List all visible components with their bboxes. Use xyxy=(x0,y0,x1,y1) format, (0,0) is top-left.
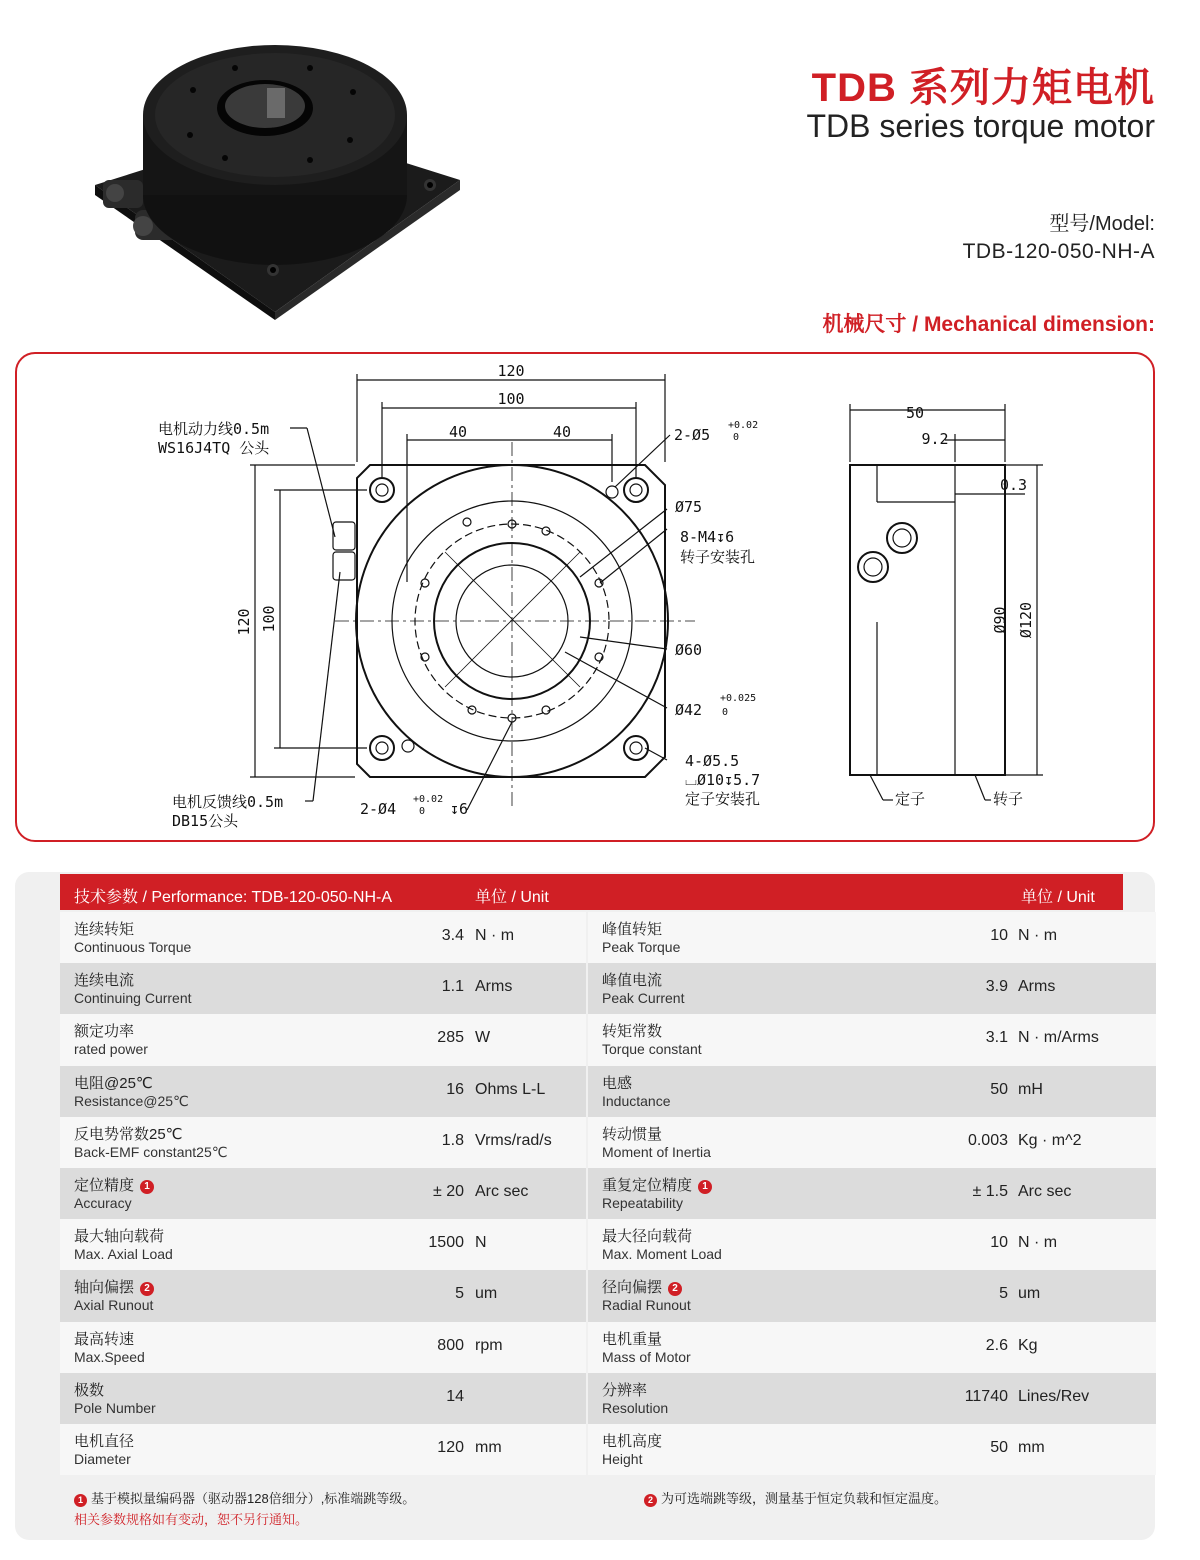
param-name-cn: 峰值电流 xyxy=(602,972,663,990)
param-name-en: Max. Axial Load xyxy=(74,1246,173,1263)
model-label: 型号/Model: xyxy=(1049,213,1155,235)
param-name-cn: 电感 xyxy=(602,1074,633,1092)
param-name-en: Diameter xyxy=(74,1450,131,1467)
hole-2x5-tol-lower: 0 xyxy=(733,432,740,443)
param-value: 3.1 xyxy=(985,1029,1008,1047)
power-cable-label-2: WS16J4TQ 公头 xyxy=(158,439,270,457)
param-cell-left xyxy=(60,1168,586,1219)
dim-120-top: 120 xyxy=(497,362,525,380)
param-cell-left xyxy=(60,1322,586,1373)
param-cell-right xyxy=(588,963,1156,1014)
param-name-cn: 转动惯量 xyxy=(602,1125,663,1143)
param-value: 11740 xyxy=(964,1387,1008,1405)
param-name-en: Resistance@25℃ xyxy=(74,1092,189,1109)
table-row xyxy=(60,1014,1156,1065)
side-d90-label: Ø90 xyxy=(991,606,1009,634)
dim-100-left: 100 xyxy=(260,605,278,633)
param-cell-left xyxy=(60,963,586,1014)
side-50-label: 50 xyxy=(905,404,925,422)
param-value: 10 xyxy=(990,1234,1008,1252)
m4-label: 8-M4↧6 xyxy=(680,528,735,546)
param-unit: Arc sec xyxy=(475,1182,529,1200)
param-name-en: Height xyxy=(602,1450,643,1467)
param-unit: Kg xyxy=(1018,1336,1038,1354)
param-unit: Vrms/rad/s xyxy=(475,1131,552,1149)
param-cell-left xyxy=(60,1373,586,1424)
d42-tol-upper: +0.025 xyxy=(720,693,757,704)
d75-label: Ø75 xyxy=(675,498,703,516)
param-value: 2.6 xyxy=(985,1336,1008,1354)
param-value: 800 xyxy=(437,1336,464,1354)
table-row xyxy=(60,1373,1156,1424)
param-cell-right xyxy=(588,1219,1156,1270)
param-name-en: Inductance xyxy=(602,1092,671,1109)
footnote-1-badge: 1 xyxy=(74,1494,87,1507)
stator-hole-label-1: 4-Ø5.5 xyxy=(685,752,740,770)
param-unit: N · m xyxy=(1018,1234,1058,1252)
side-9-2-label: 9.2 xyxy=(921,430,949,448)
param-unit: mm xyxy=(475,1438,502,1456)
param-name-en: Back-EMF constant25℃ xyxy=(74,1143,228,1160)
page-subtitle: TDB series torque motor xyxy=(806,108,1155,144)
hole-2x5-tol-upper: +0.02 xyxy=(728,420,759,431)
param-name-en: Accuracy xyxy=(74,1194,132,1211)
pin-hole-tol-upper: +0.02 xyxy=(413,794,444,805)
param-unit: Kg · m^2 xyxy=(1018,1131,1082,1149)
param-value: 5 xyxy=(455,1285,464,1303)
d42-tol-lower: 0 xyxy=(722,707,729,718)
param-value: 120 xyxy=(437,1438,464,1456)
pin-hole-tol-lower: 0 xyxy=(419,806,426,817)
unit-header-right: 单位 / Unit xyxy=(1021,889,1095,906)
table-row xyxy=(60,1322,1156,1373)
param-name-cn: 额定功率 xyxy=(74,1023,135,1041)
param-unit: N · m/Arms xyxy=(1018,1029,1099,1047)
param-unit: mH xyxy=(1018,1080,1043,1098)
param-name-cn: 分辨率 xyxy=(602,1381,648,1399)
param-name-cn: 最大径向载荷 xyxy=(602,1228,693,1246)
param-name-en: Peak Torque xyxy=(602,939,681,955)
stator-hole-label-2: ⌴Ø10↧5.7 xyxy=(685,771,761,789)
side-0-3-label: 0.3 xyxy=(1000,476,1028,494)
footnote-2-text: 为可选端跳等级，测量基于恒定负载和恒定温度。 xyxy=(661,1491,948,1506)
unit-header-left: 单位 / Unit xyxy=(475,889,549,906)
param-cell-left xyxy=(60,1066,586,1117)
param-unit: Arms xyxy=(1018,978,1056,996)
feedback-cable-label-2: DB15公头 xyxy=(172,812,239,830)
param-name-cn: 转矩常数 xyxy=(602,1023,663,1041)
param-cell-right xyxy=(588,1117,1156,1168)
table-row xyxy=(60,1168,1156,1219)
performance-header xyxy=(60,874,1123,910)
table-row xyxy=(60,1117,1156,1168)
param-value: 1.1 xyxy=(441,978,464,996)
param-cell-left xyxy=(60,1270,586,1321)
param-value: 10 xyxy=(990,927,1008,944)
param-unit: rpm xyxy=(475,1336,503,1354)
param-cell-left xyxy=(60,912,586,963)
param-value: 50 xyxy=(990,1438,1008,1456)
table-row xyxy=(60,1066,1156,1117)
param-name-cn: 最高转速 xyxy=(74,1330,135,1348)
param-unit: mm xyxy=(1018,1438,1045,1456)
param-value: 3.9 xyxy=(985,978,1008,996)
hole-2x5-label: 2-Ø5 xyxy=(674,426,711,444)
performance-table xyxy=(60,912,1156,1475)
note-badge: 2 xyxy=(140,1282,154,1296)
footnote-1 xyxy=(74,1488,415,1507)
d42-label: Ø42 xyxy=(675,701,703,719)
performance-title: 技术参数 / Performance: TDB-120-050-NH-A xyxy=(74,889,393,906)
param-name-cn: 连续电流 xyxy=(74,972,135,990)
table-row xyxy=(60,1424,1156,1475)
param-value: 1.8 xyxy=(441,1131,464,1149)
param-name-en: Torque constant xyxy=(602,1041,702,1058)
param-unit: Lines/Rev xyxy=(1018,1387,1090,1405)
dim-40-right: 40 xyxy=(552,423,572,441)
product-photo xyxy=(85,30,465,320)
param-name-en: rated power xyxy=(74,1041,148,1058)
param-cell-right xyxy=(588,1066,1156,1117)
param-cell-left xyxy=(60,1219,586,1270)
param-name-cn: 电阻@25℃ xyxy=(74,1074,153,1092)
param-unit: Arc sec xyxy=(1018,1182,1072,1200)
param-value: 3.4 xyxy=(441,927,464,944)
param-unit: W xyxy=(475,1029,491,1047)
param-name-en: Pole Number xyxy=(74,1399,156,1416)
param-name-cn: 电机直径 xyxy=(74,1432,135,1450)
footnote-2 xyxy=(644,1488,947,1507)
rotor-holes-label: 转子安装孔 xyxy=(680,548,756,566)
param-name-en: Continuous Torque xyxy=(74,939,192,955)
param-value: 16 xyxy=(446,1080,464,1098)
param-value: 5 xyxy=(999,1285,1008,1303)
param-name-en: Max. Moment Load xyxy=(602,1246,722,1263)
param-unit: Ohms L-L xyxy=(475,1080,546,1098)
param-cell-left xyxy=(60,1424,586,1475)
param-name-cn: 极数 xyxy=(74,1381,105,1399)
footnote-1-text: 基于模拟量编码器（驱动器128倍细分）,标准端跳等级。 xyxy=(91,1491,416,1506)
param-value: ± 1.5 xyxy=(972,1182,1008,1200)
param-name-en: Axial Runout xyxy=(74,1297,154,1314)
param-unit: Arms xyxy=(475,978,513,996)
note-badge: 1 xyxy=(698,1180,712,1194)
param-unit: N xyxy=(475,1234,487,1252)
param-value: 285 xyxy=(437,1029,464,1047)
d60-label: Ø60 xyxy=(675,641,703,659)
param-value: 0.003 xyxy=(967,1131,1008,1149)
param-name-cn: 电机重量 xyxy=(602,1330,663,1348)
param-value: 14 xyxy=(446,1387,464,1405)
page-title: TDB 系列力矩电机 xyxy=(811,66,1155,110)
param-cell-left xyxy=(60,1117,586,1168)
param-name-cn: 峰值转矩 xyxy=(602,921,663,938)
power-cable-label-1: 电机动力线0.5m xyxy=(158,420,270,438)
param-unit: um xyxy=(1018,1285,1041,1303)
dim-100-top: 100 xyxy=(497,390,525,408)
param-name-en: Max.Speed xyxy=(74,1348,145,1365)
param-cell-right xyxy=(588,1168,1156,1219)
param-value: 1500 xyxy=(428,1234,464,1252)
param-name-en: Moment of Inertia xyxy=(602,1143,711,1160)
param-name-cn: 径向偏摆 2 xyxy=(602,1276,682,1297)
param-cell-right xyxy=(588,912,1156,963)
param-name-cn: 反电势常数25℃ xyxy=(74,1125,183,1143)
param-cell-right xyxy=(588,1014,1156,1065)
param-name-cn: 重复定位精度 1 xyxy=(602,1174,712,1195)
param-name-cn: 最大轴向载荷 xyxy=(74,1228,165,1246)
param-name-en: Mass of Motor xyxy=(602,1348,691,1365)
param-value: ± 20 xyxy=(432,1182,464,1200)
footnote-2-badge: 2 xyxy=(644,1494,657,1507)
param-unit: N · m xyxy=(475,927,515,944)
side-d120-label: Ø120 xyxy=(1017,601,1035,639)
param-cell-right xyxy=(588,1373,1156,1424)
param-value: 50 xyxy=(990,1080,1008,1098)
model-value: TDB-120-050-NH-A xyxy=(962,240,1155,263)
note-badge: 2 xyxy=(668,1282,682,1296)
param-name-en: Repeatability xyxy=(602,1194,683,1211)
param-unit: um xyxy=(475,1285,498,1303)
pin-hole-label: 2-Ø4 xyxy=(360,800,397,818)
stator-holes-label: 定子安装孔 xyxy=(685,790,761,808)
param-name-cn: 电机高度 xyxy=(602,1432,663,1450)
feedback-cable-label-1: 电机反馈线0.5m xyxy=(172,793,284,811)
param-cell-left xyxy=(60,1014,586,1065)
stator-label: 定子 xyxy=(895,790,926,808)
pin-hole-depth: ↧6 xyxy=(450,800,469,818)
param-cell-right xyxy=(588,1270,1156,1321)
dim-120-left: 120 xyxy=(235,608,253,636)
param-cell-right xyxy=(588,1322,1156,1373)
note-badge: 1 xyxy=(140,1180,154,1194)
dim-40-left: 40 xyxy=(448,423,468,441)
param-name-en: Peak Current xyxy=(602,990,685,1007)
param-unit: N · m xyxy=(1018,927,1058,944)
param-name-en: Resolution xyxy=(602,1399,669,1416)
param-name-en: Radial Runout xyxy=(602,1297,691,1314)
table-row xyxy=(60,912,1156,963)
param-name-cn: 定位精度 1 xyxy=(74,1174,154,1195)
table-row xyxy=(60,1270,1156,1321)
footnote-disclaimer: 相关参数规格如有变动，恕不另行通知。 xyxy=(74,1512,309,1527)
mechanical-drawing xyxy=(15,352,1155,842)
param-name-en: Continuing Current xyxy=(74,990,192,1007)
table-row xyxy=(60,963,1156,1014)
param-name-cn: 连续转矩 xyxy=(74,921,135,938)
table-row xyxy=(60,1219,1156,1270)
rotor-label: 转子 xyxy=(993,790,1024,808)
param-cell-right xyxy=(588,1424,1156,1475)
mechanical-dimension-heading: 机械尺寸 / Mechanical dimension: xyxy=(822,313,1155,336)
param-name-cn: 轴向偏摆 2 xyxy=(74,1276,154,1297)
